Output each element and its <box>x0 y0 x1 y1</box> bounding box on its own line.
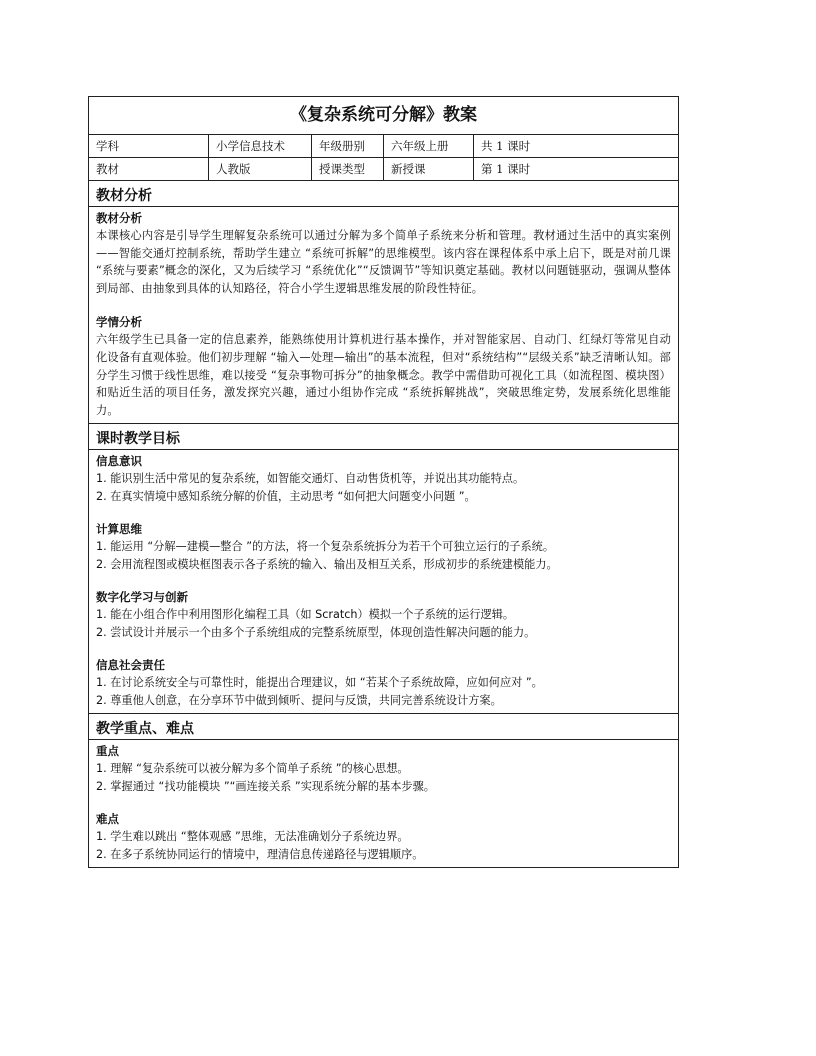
info-row-1 <box>89 135 678 158</box>
key-item: 2. 在多子系统协同运行的情境中，理清信息传递路径与逻辑顺序。 <box>96 847 424 861</box>
lesson-type-label: 授课类型 <box>312 158 384 180</box>
textbook-analysis-text: 本课核心内容是引导学生理解复杂系统可以通过分解为多个简单子系统来分析和管理。教材通过生活中的真实案例——智能交通灯控制系统，帮助学生建立 “系统可拆解”的思维模型。该内容在课程体系中承上启下，既是对前几课 “系统与要素”概念的深化，又为后续学习 “系统优化”“反馈调节”等知识奠定基础。教材以问题链驱动，强调从整体到局部、由抽象到具体的认知路径，符合小学生逻辑思维发展的阶段性特征。 <box>96 229 671 295</box>
goal-item: 2. 尊重他人创意，在分享环节中做到倾听、提问与反馈，共同完善系统设计方案。 <box>96 693 502 707</box>
student-analysis-title: 学情分析 <box>96 315 142 330</box>
key-points-heading: 教学重点、难点 <box>89 714 678 740</box>
analysis-heading: 教材分析 <box>89 181 678 207</box>
goal-item: 1. 能在小组合作中利用图形化编程工具（如 Scratch）模拟一个子系统的运行逻辑。 <box>96 608 515 622</box>
goal-group-title: 信息意识 <box>96 454 142 469</box>
key-item: 2. 掌握通过 “找功能模块 ”“画连接关系 ”实现系统分解的基本步骤。 <box>96 779 435 793</box>
goal-item: 1. 能运用 “分解—建模—整合 ”的方法，将一个复杂系统拆分为若干个可独立运行的子系统。 <box>96 540 555 554</box>
subject-label: 学科 <box>89 135 209 157</box>
goal-item: 2. 在真实情境中感知系统分解的价值，主动思考 “如何把大问题变小问题 ”。 <box>96 489 476 503</box>
key-item: 1. 学生难以跳出 “整体观感 ”思维，无法准确划分子系统边界。 <box>96 830 409 844</box>
goal-group-title: 信息社会责任 <box>96 658 165 673</box>
document-title: 《复杂系统可分解》教案 <box>89 97 678 135</box>
key-group-title: 重点 <box>96 744 119 759</box>
goal-item: 1. 在讨论系统安全与可靠性时，能提出合理建议，如 “若某个子系统故障，应如何应对 ”。 <box>96 676 543 690</box>
goal-item: 2. 尝试设计并展示一个由多个子系统组成的完整系统原型，体现创造性解决问题的能力。 <box>96 625 536 639</box>
textbook-analysis-title: 教材分析 <box>96 211 142 225</box>
goal-item: 1. 能识别生活中常见的复杂系统，如智能交通灯、自动售货机等，并说出其功能特点。 <box>96 472 525 486</box>
key-points-section <box>89 714 678 867</box>
goals-section <box>89 424 678 714</box>
grade-value: 六年级上册 <box>384 135 474 157</box>
textbook-value: 人教版 <box>209 158 312 180</box>
goal-group-title: 数字化学习与创新 <box>96 590 188 605</box>
goal-group-title: 计算思维 <box>96 522 142 537</box>
student-analysis-text: 六年级学生已具备一定的信息素养，能熟练使用计算机进行基本操作，并对智能家居、自动门、红绿灯等常见自动化设备有直观体验。他们初步理解 “输入—处理—输出”的基本流程，但对“系统结构”“层级关系”缺乏清晰认知。部分学生习惯于线性思维，难以接受 “复杂事物可拆分”的抽象概念。教学中需借助可视化工具（如流程图、模块图）和贴近生活的项目任务，激发探究兴趣，通过小组协作完成 “系统拆解挑战”，突破思维定势，发展系统化思维能力。 <box>96 333 671 417</box>
goal-item: 2. 会用流程图或模块框图表示各子系统的输入、输出及相互关系，形成初步的系统建模能力。 <box>96 557 558 571</box>
subject-value: 小学信息技术 <box>209 135 312 157</box>
textbook-label: 教材 <box>89 158 209 180</box>
analysis-section <box>89 181 678 424</box>
key-item: 1. 理解 “复杂系统可以被分解为多个简单子系统 ”的核心思想。 <box>96 762 409 776</box>
grade-label: 年级册别 <box>312 135 384 157</box>
key-group-title: 难点 <box>96 812 119 827</box>
lesson-type-value: 新授课 <box>384 158 474 180</box>
total-periods: 共 1 课时 <box>481 139 531 153</box>
current-period: 第 1 课时 <box>481 162 531 176</box>
goals-heading: 课时教学目标 <box>89 424 678 450</box>
info-row-2 <box>89 158 678 181</box>
lesson-plan-document <box>88 96 679 868</box>
